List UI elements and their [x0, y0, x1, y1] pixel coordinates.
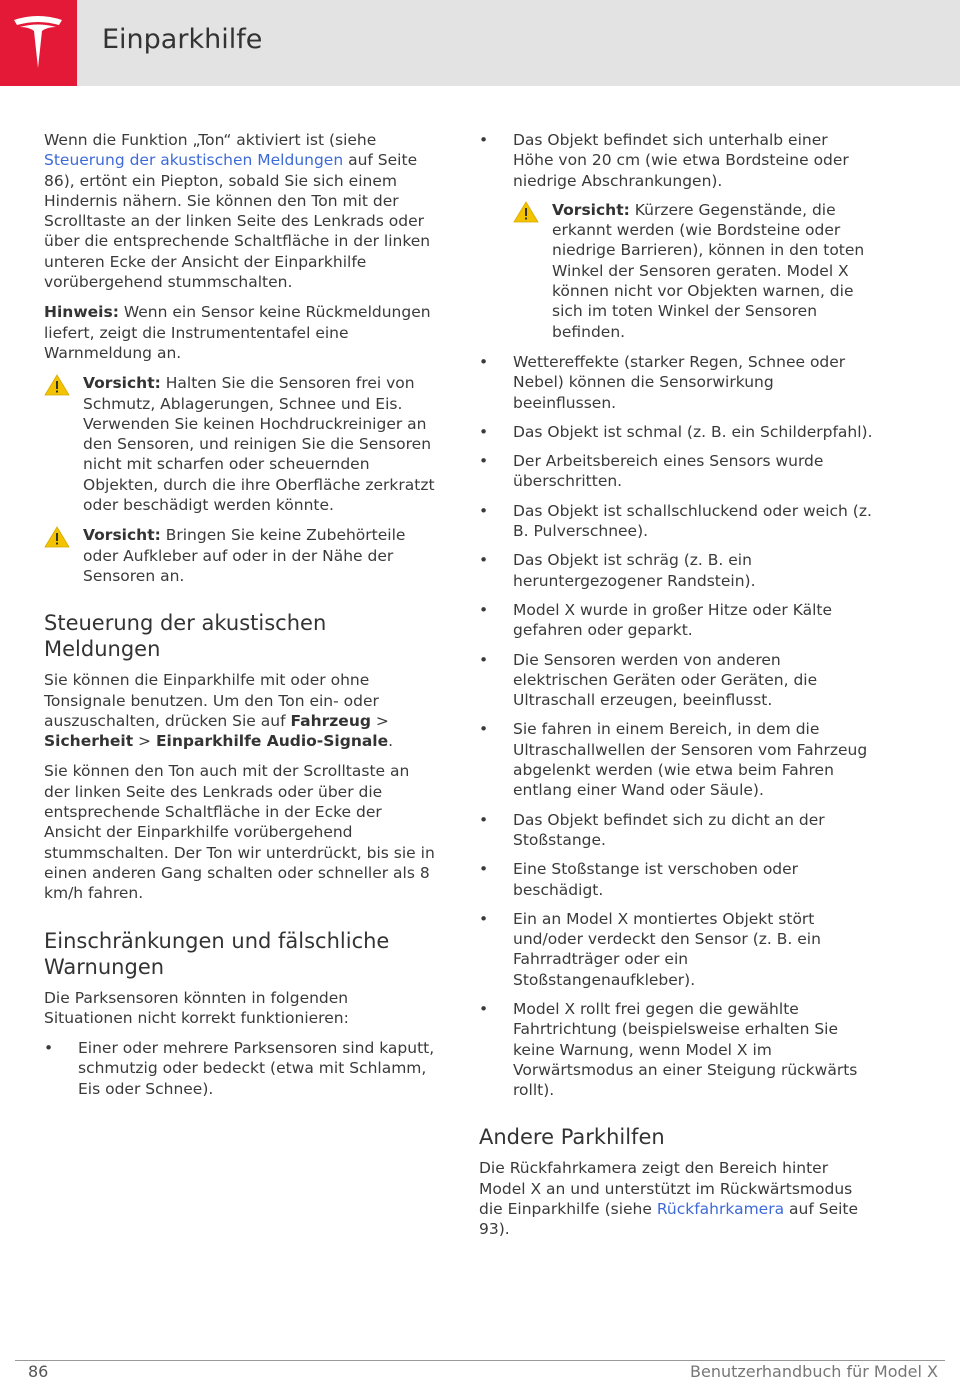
bullet: • — [479, 720, 489, 739]
menu-sicherheit: Sicherheit — [44, 732, 134, 751]
page-title: Einparkhilfe — [102, 24, 263, 55]
limitations-list-continued — [479, 130, 873, 191]
list-item-text: Das Objekt ist schmal (z. B. ein Schilderpfahl). — [513, 422, 873, 441]
caution-label: Vorsicht: — [83, 526, 161, 545]
footer-title: Benutzerhandbuch für Model X — [690, 1362, 938, 1381]
audio-paragraph — [44, 670, 438, 751]
bullet: • — [479, 501, 489, 520]
list-item — [479, 422, 873, 442]
mute-paragraph: Sie können den Ton auch mit der Scrolltaste an der linken Seite des Lenkrads oder über die entsprechende Schaltfläche in der Ecke der Ansicht der Einparkhilfe vorübergehend stummschalten. Der Ton wir unterdrückt, bis sie in einen anderen Gang schalten oder schneller als 8 km/h fahren. — [44, 762, 435, 903]
caution-block — [44, 373, 438, 515]
note-label: Hinweis: — [44, 303, 119, 322]
footer-divider — [15, 1360, 945, 1361]
list-item — [44, 1038, 438, 1099]
warning-icon — [513, 201, 539, 223]
bullet: • — [479, 810, 489, 829]
audio-text-end: . — [388, 732, 394, 751]
menu-separator: > — [133, 732, 156, 751]
bullet: • — [479, 860, 489, 879]
list-item-text: Das Objekt ist schräg (z. B. ein heruntergezogener Randstein). — [513, 551, 756, 590]
bullet: • — [479, 600, 489, 619]
section-heading-limitations: Einschränkungen und fälschliche Warnungen — [44, 928, 390, 979]
note-paragraph — [44, 302, 438, 363]
bullet: • — [479, 999, 489, 1018]
list-item — [479, 909, 873, 990]
list-item-text: Sie fahren in einem Bereich, in dem die Ultraschallwellen der Sensoren vom Fahrzeug abgelenkt werden (wie etwa beim Fahren entlang einer Wand oder Säule). — [513, 720, 868, 800]
link-rueckfahrkamera[interactable]: Rückfahrkamera — [656, 1200, 785, 1219]
limitations-list-more — [479, 352, 873, 1101]
list-item — [479, 130, 873, 191]
menu-audio-signale: Einparkhilfe Audio-Signale — [155, 732, 389, 751]
list-item-text: Das Objekt befindet sich unterhalb einer Höhe von 20 cm (wie etwa Bordsteine oder niedrige Abschrankungen). — [513, 131, 849, 190]
intro-text: Wenn die Funktion „Ton“ aktiviert ist (siehe — [44, 131, 377, 149]
menu-separator: > — [370, 711, 389, 730]
caution-block — [44, 525, 438, 586]
tesla-logo-box — [0, 0, 77, 86]
list-item — [479, 501, 873, 542]
list-item — [479, 550, 873, 591]
list-item — [479, 719, 873, 800]
list-item-text: Model X wurde in großer Hitze oder Kälte gefahren oder geparkt. — [513, 600, 833, 640]
list-item-text: Ein an Model X montiertes Objekt stört und/oder verdeckt den Sensor (z. B. ein Fahrradträger oder ein Stoßstangenaufkleber). — [513, 909, 821, 989]
caution-text: Halten Sie die Sensoren frei von Schmutz, Ablagerungen, Schnee und Eis. Verwenden Sie keinen Hochdruckreiniger an den Sensoren, und reinigen Sie die Sensoren nicht mit scharfen oder scheuernden Objekten, durch die ihre Oberfläche zerkratzt oder beschädigt werden könnte. — [83, 374, 435, 515]
list-item-text: Das Objekt befindet sich zu dicht an der Stoßstange. — [513, 810, 825, 849]
camera-paragraph — [479, 1158, 873, 1239]
intro-text-end: auf Seite 86), ertönt ein Piepton, sobald Sie sich einem Hindernis nähern. Sie können den Ton mit der Scrolltaste an der linken Seite des Lenkrads oder über die entsprechende Schaltfläche in der linken unteren Ecke der Ansicht der Einparkhilfe vorübergehend stummschalten. — [44, 151, 431, 292]
bullet: • — [479, 909, 489, 928]
limitations-list — [44, 1038, 438, 1099]
section-heading-audio: Steuerung der akustischen Meldungen — [44, 611, 327, 662]
page-number: 86 — [28, 1362, 49, 1381]
link-steuerung[interactable]: Steuerung der akustischen Meldungen — [44, 151, 344, 170]
note-text: Wenn ein Sensor keine Rückmeldungen liefert, zeigt die Instrumententafel eine Warnmeldung an. — [44, 303, 431, 362]
warning-icon — [44, 526, 70, 548]
camera-text: Die Rückfahrkamera zeigt den Bereich hinter Model X an und unterstützt im Rückwärtsmodus die Einparkhilfe (siehe — [479, 1159, 853, 1219]
limitations-intro: Die Parksensoren könnten in folgenden Situationen nicht korrekt funktionieren: — [44, 988, 349, 1027]
bullet: • — [44, 1039, 54, 1058]
camera-text-end: auf Seite 93). — [479, 1200, 859, 1239]
list-item-text: Das Objekt ist schallschluckend oder weich (z. B. Pulverschnee). — [513, 501, 872, 541]
page-header — [0, 0, 960, 86]
bullet: • — [479, 352, 489, 371]
list-item — [479, 999, 873, 1100]
caution-block — [513, 200, 873, 342]
list-item — [479, 451, 873, 492]
caution-label: Vorsicht: — [552, 200, 630, 219]
list-item — [479, 600, 873, 641]
list-item-text: Die Sensoren werden von anderen elektrischen Geräten oder Geräten, die Ultraschall erzeugen, beeinflusst. — [513, 650, 818, 710]
menu-fahrzeug: Fahrzeug — [290, 711, 371, 730]
list-item-text: Der Arbeitsbereich eines Sensors wurde überschritten. — [513, 452, 824, 491]
list-item-text: Eine Stoßstange ist verschoben oder beschädigt. — [513, 860, 799, 899]
bullet: • — [479, 131, 489, 149]
list-item — [479, 352, 873, 413]
list-item-text: Wettereffekte (starker Regen, Schnee oder Nebel) können die Sensorwirkung beeinflussen. — [513, 352, 846, 412]
bullet: • — [479, 650, 489, 669]
caution-text: Kürzere Gegenstände, die erkannt werden (wie Bordsteine oder niedrige Barrieren), können in den toten Winkel der Sensoren geraten. Model X können nicht vor Objekten warnen, die sich im toten Winkel der Sensoren befinden. — [552, 200, 865, 341]
list-item-text: Model X rollt frei gegen die gewählte Fahrtrichtung (beispielsweise erhalten Sie keine Warnung, wenn Model X im Vorwärtsmodus an einer Steigung rückwärts rollt). — [513, 999, 858, 1100]
caution-text: Bringen Sie keine Zubehörteile oder Aufkleber auf oder in der Nähe der Sensoren an. — [83, 526, 406, 585]
audio-text: Sie können die Einparkhilfe mit oder ohne Tonsignale benutzen. Um den Ton ein- oder auszuschalten, drücken Sie auf — [44, 671, 379, 730]
section-heading-other-aids: Andere Parkhilfen — [479, 1125, 665, 1150]
list-item — [479, 650, 873, 711]
bullet: • — [479, 551, 489, 570]
caution-label: Vorsicht: — [83, 374, 161, 393]
bullet: • — [479, 452, 489, 471]
intro-paragraph — [44, 130, 438, 292]
list-item — [479, 810, 873, 851]
list-item — [479, 859, 873, 900]
bullet: • — [479, 422, 489, 441]
list-item-text: Einer oder mehrere Parksensoren sind kaputt, schmutzig oder bedeckt (etwa mit Schlamm, Eis oder Schnee). — [78, 1039, 435, 1098]
tesla-logo-icon — [12, 14, 64, 70]
right-column — [479, 130, 873, 1250]
warning-icon — [44, 374, 70, 396]
left-column — [44, 130, 438, 1108]
